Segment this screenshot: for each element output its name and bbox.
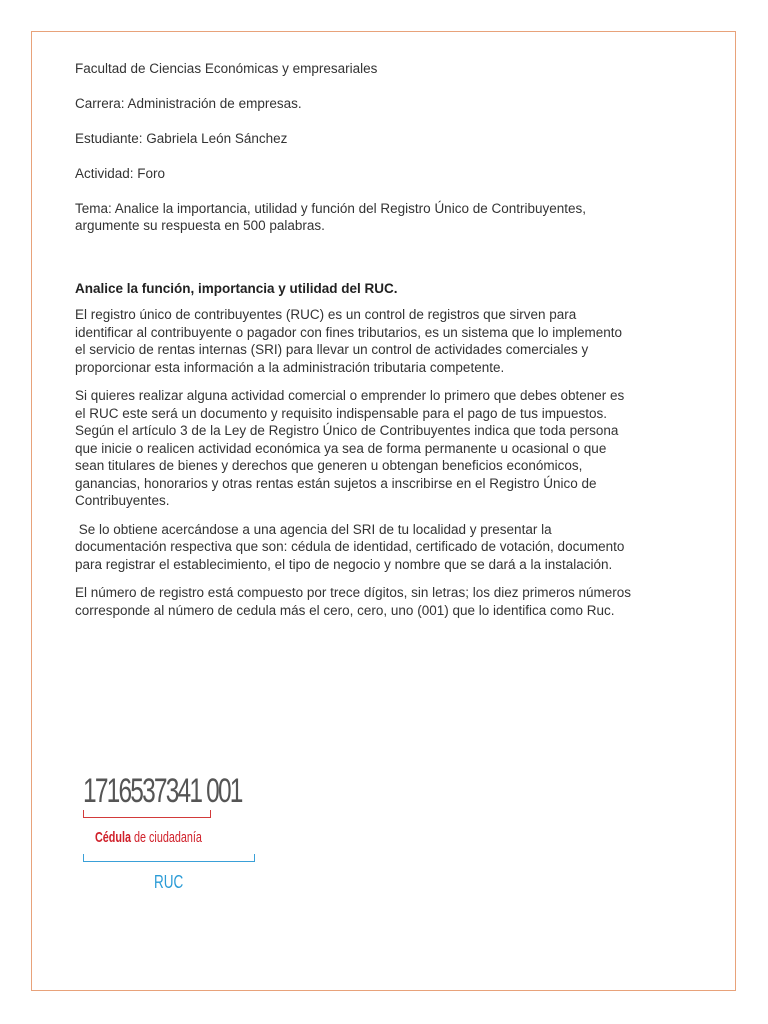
student-line: Estudiante: Gabriela León Sánchez bbox=[75, 131, 288, 146]
cedula-label-rest: de ciudadanía bbox=[131, 829, 202, 846]
cedula-label-bold: Cédula bbox=[95, 829, 132, 846]
paragraph: Se lo obtiene acercándose a una agencia del SRI de tu localidad y presentar la documentación respectiva que son: cédula de identidad, certificado de votación, documento para registrar el establecimiento, el tipo de negocio y nombre que se dará a la instalación. bbox=[75, 521, 629, 572]
career-line: Carrera: Administración de empresas. bbox=[75, 96, 302, 111]
ruc-diagram bbox=[83, 772, 283, 902]
faculty-line: Facultad de Ciencias Económicas y empresariales bbox=[75, 61, 378, 76]
ruc-bracket bbox=[83, 854, 255, 862]
document-content bbox=[75, 60, 635, 630]
ruc-number: 1716537341 001 bbox=[83, 772, 242, 810]
activity-line: Actividad: Foro bbox=[75, 166, 166, 181]
paragraph: Si quieres realizar alguna actividad comercial o emprender lo primero que debes obtener es el RUC este será un documento y requisito indispensable para el pago de tus impuestos. Según el artículo 3 de la Ley de Registro Único de Contribuyentes indica que toda persona que inicie o realicen actividad económica ya sea de forma permanente u ocasional o que sean titulares de bienes y derechos que generen u obtengan beneficios económicos, ganancias, honorarios y otras rentas están sujetos a inscribirse en el Registro Único de Contribuyentes. bbox=[75, 388, 625, 508]
ruc-label: RUC bbox=[154, 872, 184, 892]
topic-line: Tema: Analice la importancia, utilidad y función del Registro Único de Contribuyentes, argumente su respuesta en 500 palabras. bbox=[75, 201, 587, 233]
paragraph: El registro único de contribuyentes (RUC) es un control de registros que sirven para identificar al contribuyente o pagador con fines tributarios, es un sistema que lo implemento el servicio de rentas internas (SRI) para llevar un control de actividades comerciales y proporcionar esta información a la administración tributaria competente. bbox=[75, 307, 623, 375]
section-title: Analice la función, importancia y utilidad del RUC. bbox=[75, 281, 398, 296]
paragraph: El número de registro está compuesto por trece dígitos, sin letras; los diez primeros números corresponde al número de cedula más el cero, cero, uno (001) que lo identifica como Ruc. bbox=[75, 585, 631, 618]
cedula-bracket bbox=[83, 810, 211, 818]
cedula-label bbox=[95, 829, 202, 846]
